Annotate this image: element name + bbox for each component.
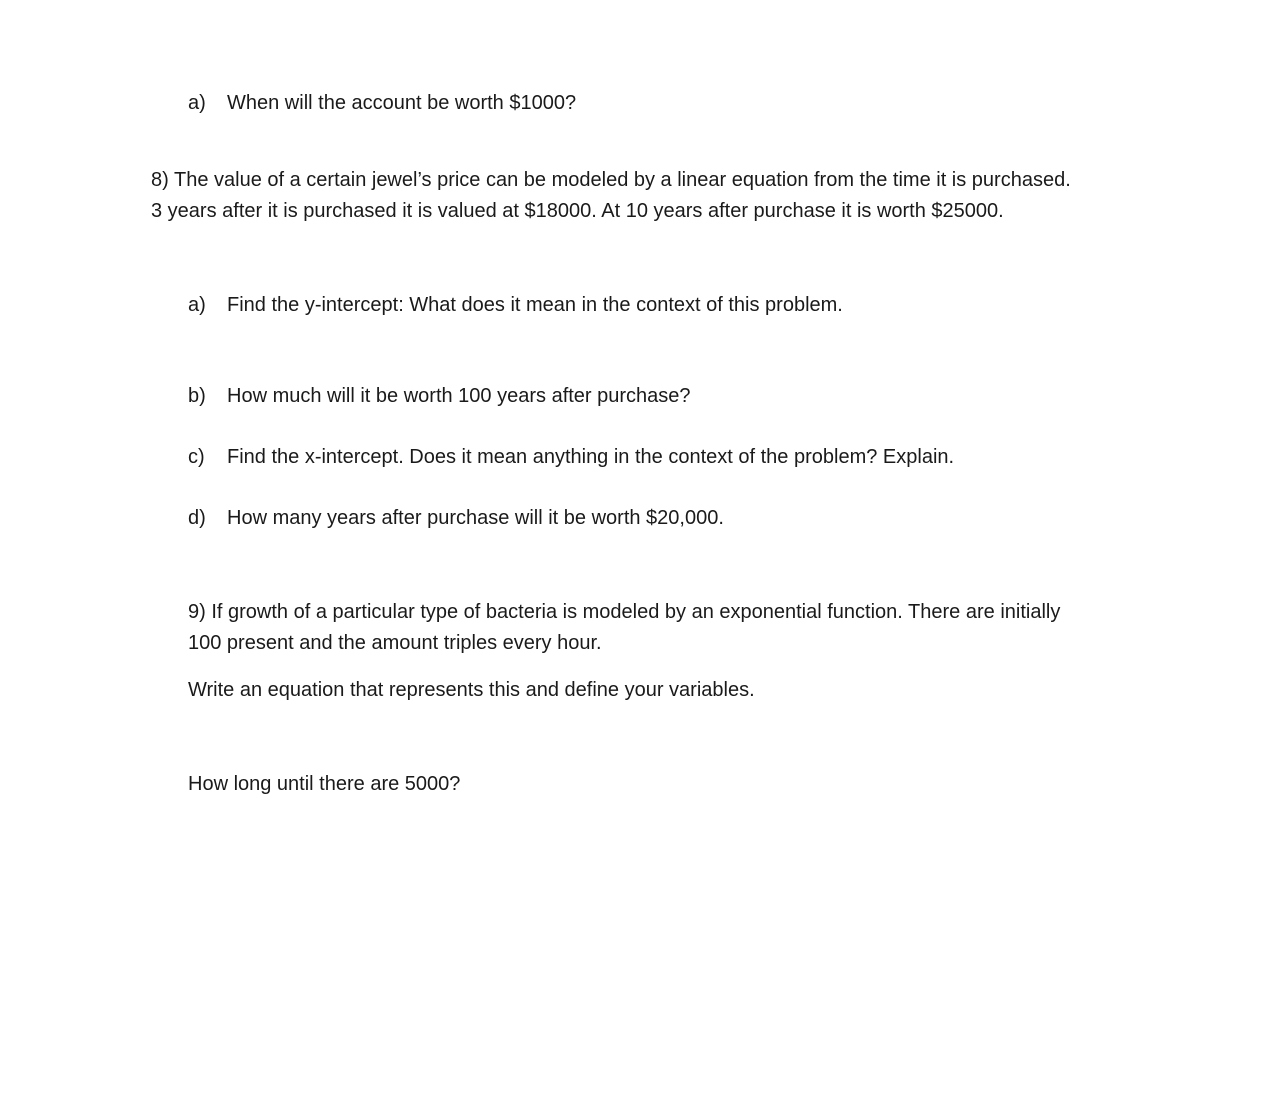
list-marker: a) [188,294,206,316]
list-marker: b) [188,385,206,407]
q7-part-a-text: When will the account be worth $1000? [227,92,577,114]
q8-part-d-text: How many years after purchase will it be worth $20,000. [227,507,724,529]
list-marker: c) [188,446,205,468]
q8-prompt-line-2: 3 years after it is purchased it is valued at $18000. At 10 years after purchase it is worth $25000. [151,200,1004,222]
q8-part-b-text: How much will it be worth 100 years after purchase? [227,385,691,407]
q9-prompt-line-2: 100 present and the amount triples every hour. [188,632,602,654]
q8-part-c-text: Find the x-intercept. Does it mean anything in the context of the problem? Explain. [227,446,955,468]
list-marker: d) [188,507,206,529]
q8-prompt-line-1: 8) The value of a certain jewel’s price can be modeled by a linear equation from the time it is purchased. [151,169,1071,191]
q9-instruction: Write an equation that represents this and define your variables. [188,679,755,701]
list-marker: a) [188,92,206,114]
q9-followup: How long until there are 5000? [188,773,461,795]
q8-part-a-text: Find the y-intercept: What does it mean in the context of this problem. [227,294,843,316]
q9-prompt-line-1: 9) If growth of a particular type of bacteria is modeled by an exponential function. There are initially [188,601,1061,623]
